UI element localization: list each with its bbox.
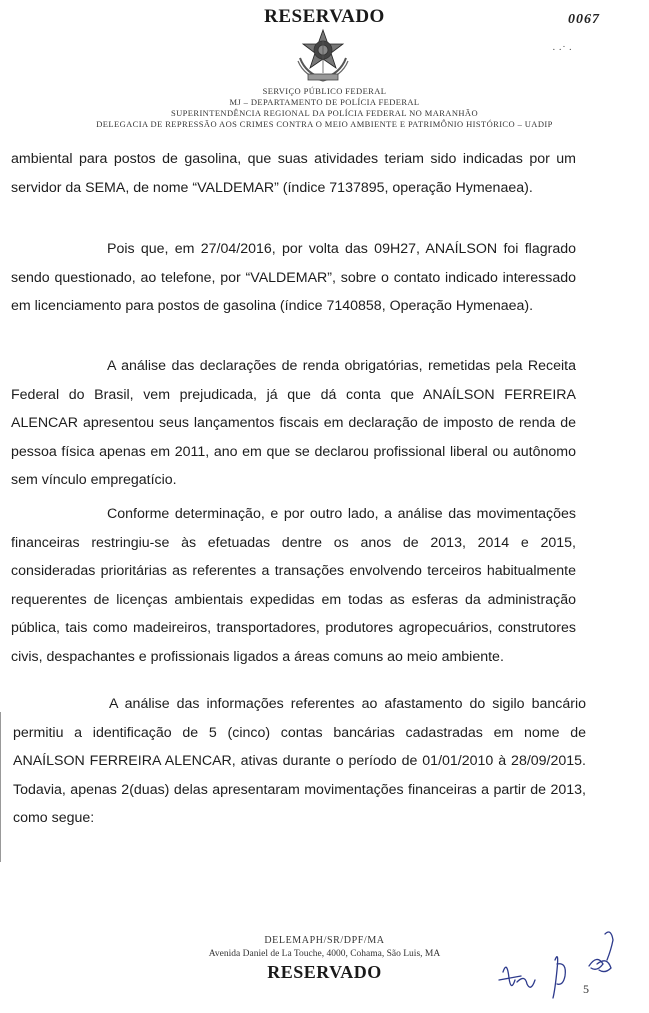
paragraph-text: A análise das informações referentes ao afastamento do sigilo bancário permitiu a identificação de 5 (cinco) contas bancárias cadastradas em nome de ANAÍLSON FERREIRA ALENCAR, ativas durante o período de 01/01/2010 à 28/09/2015. Todavia, apenas 2(duas) delas apresentaram movimentações financeiras a partir de 2013, como segue: bbox=[13, 696, 586, 827]
body-paragraph-3 bbox=[11, 352, 576, 495]
paragraph-text: Conforme determinação, e por outro lado, a análise das movimentações financeiras restringiu-se às efetuadas dentre os anos de 2013, 2014 e 2015, consideradas prioritárias as referentes a transações envolvendo terceiros habitualmente requerentes de licenças ambientais expedidas em todas as esferas da administração pública, tais como madeireiros, transportadores, produtores agropecuários, construtores civis, despachantes e profissionais ligados a áreas comuns ao meio ambiente. bbox=[11, 506, 576, 665]
body-paragraph-5 bbox=[13, 690, 586, 833]
margin-scan-line bbox=[0, 712, 1, 862]
classification-bottom: RESERVADO bbox=[267, 962, 382, 982]
stamp-number: 0067 bbox=[568, 12, 600, 27]
handwritten-initials bbox=[485, 920, 635, 1005]
body-paragraph-1 bbox=[11, 145, 576, 202]
body-paragraph-4 bbox=[11, 500, 576, 672]
org-line-3: SUPERINTENDÊNCIA REGIONAL DA POLÍCIA FEDERAL NO MARANHÃO bbox=[171, 108, 478, 118]
address: Avenida Daniel de La Touche, 4000, Cohama, São Luis, MA bbox=[208, 949, 441, 959]
unit-code: DELEMAPH/SR/DPF/MA bbox=[264, 935, 385, 946]
paragraph-text: ambiental para postos de gasolina, que suas atividades teriam sido indicadas por um servidor da SEMA, de nome “VALDEMAR” (índice 7137895, operação Hymenaea). bbox=[11, 151, 576, 196]
paragraph-text: Pois que, em 27/04/2016, por volta das 09H27, ANAÍLSON foi flagrado sendo questionado, ao telefone, por “VALDEMAR”, sobre o contato indicado interessado em licenciamento para postos de gasolina (índice 7140858, Operação Hymenaea). bbox=[11, 241, 576, 315]
stamp-marks: · ·˙ · bbox=[552, 44, 573, 56]
classification-top: RESERVADO bbox=[264, 6, 385, 27]
org-line-2: MJ – DEPARTAMENTO DE POLÍCIA FEDERAL bbox=[229, 97, 420, 107]
body-paragraph-2 bbox=[11, 235, 576, 321]
paragraph-text: A análise das declarações de renda obrigatórias, remetidas pela Receita Federal do Brasil, vem prejudicada, já que dá conta que ANAÍLSON FERREIRA ALENCAR apresentou seus lançamentos fiscais em declaração de imposto de renda de pessoa física apenas em 2011, ano em que se declarou profissional liberal ou autônomo sem vínculo empregatício. bbox=[11, 358, 576, 489]
org-line-1: SERVIÇO PÚBLICO FEDERAL bbox=[262, 86, 387, 96]
page-number: 5 bbox=[583, 982, 589, 996]
brazil-coat-of-arms-icon bbox=[292, 28, 354, 84]
org-line-4: DELEGACIA DE REPRESSÃO AOS CRIMES CONTRA O MEIO AMBIENTE E PATRIMÔNIO HISTÓRICO – UADIP bbox=[96, 119, 553, 129]
